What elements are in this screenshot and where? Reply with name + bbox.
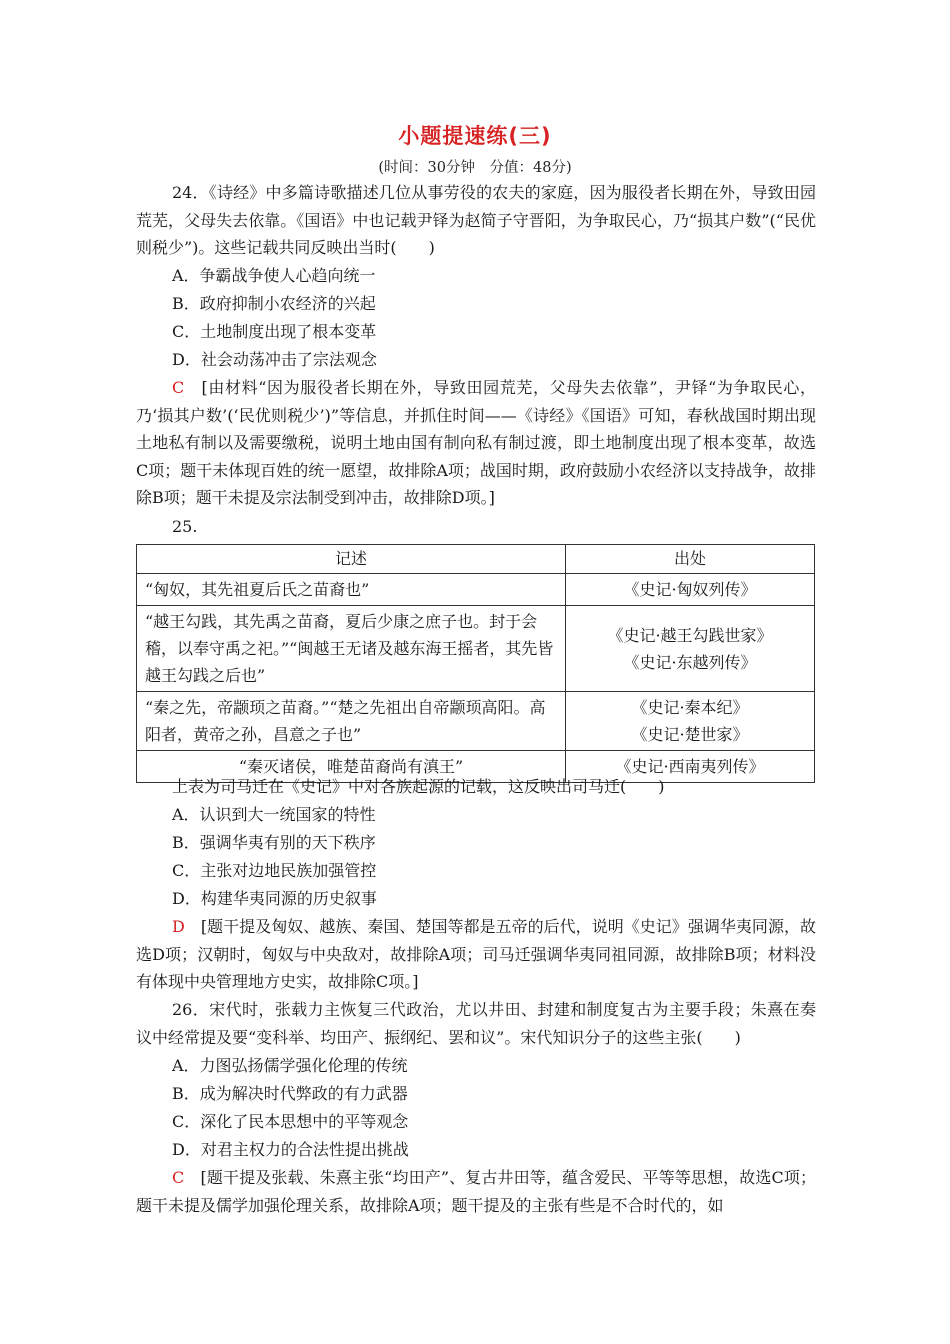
source-line: 《史记·秦本纪》 <box>631 698 749 717</box>
q24-analysis-text: [由材料“因为服役者长期在外，导致田园荒芜，父母失去依靠”，尹铎“为争取民心，乃‘损其户数’(‘民优则税少’)”等信息，并抓住时间——《诗经》《国语》可知，春秋战国时期出现土地私有制以及需要缴税，说明土地由国有制向私有制过渡，即土地制度出现了根本变革，故选C项；题干未体现百姓的统一愿望，故排除A项；战国时期，政府鼓励小农经济以支持战争，故排除B项；题干未提及宗法制受到冲击，故排除D项。] <box>136 378 816 507</box>
q26-stem: 26．宋代时，张载力主恢复三代政治，尤以井田、封建和制度复古为主要手段；朱熹在奏议中经常提及要“变科举、均田产、振纲纪、罢和议”。宋代知识分子的这些主张( ) <box>136 1000 816 1047</box>
q25-option-b: B．强调华夷有别的天下秩序 <box>172 833 376 852</box>
q26-analysis-text: [题干提及张载、朱熹主张“均田产”、复古井田等，蕴含爱民、平等等思想，故选C项；题干未提及儒学加强伦理关系，故排除A项；题干提及的主张有些是不合时代的，如 <box>136 1168 816 1215</box>
table-row <box>137 574 815 606</box>
page-subtitle: (时间：30分钟 分值：48分) <box>378 160 572 176</box>
q26-option-b: B．成为解决时代弊政的有力武器 <box>172 1084 408 1103</box>
q24-answer: C <box>172 378 185 397</box>
q25-analysis <box>136 913 816 996</box>
table-cell-record: “匈奴，其先祖夏后氏之苗裔也” <box>137 574 566 606</box>
q25-stem: 上表为司马迁在《史记》中对各族起源的记载，这反映出司马迁( ) <box>172 777 665 796</box>
q25-option-a: A．认识到大一统国家的特性 <box>172 805 376 824</box>
q25-option-c: C．主张对边地民族加强管控 <box>172 861 377 880</box>
q26-answer: C <box>172 1168 185 1187</box>
q26-option-d: D．对君主权力的合法性提出挑战 <box>172 1140 409 1159</box>
table-cell-record: “越王勾践，其先禹之苗裔，夏后少康之庶子也。封于会稽，以奉守禹之祀。”“闽越王无诸及越东海王摇者，其先皆越王勾践之后也” <box>137 606 566 692</box>
table-cell-record: “秦灭诸侯，唯楚苗裔尚有滇王” <box>137 751 566 783</box>
table-header-record: 记述 <box>137 545 566 574</box>
q26-option-a: A．力图弘扬儒学强化伦理的传统 <box>172 1056 408 1075</box>
source-line: 《史记·东越列传》 <box>623 652 757 672</box>
source-line: 《史记·越王勾践世家》 <box>607 625 773 645</box>
table-cell-record: “秦之先，帝颛顼之苗裔。”“楚之先祖出自帝颛顼高阳。高阳者，黄帝之孙，昌意之子也” <box>137 692 566 751</box>
source-line: 《史记·匈奴列传》 <box>623 580 757 599</box>
q24-option-a: A．争霸战争使人心趋向统一 <box>172 266 376 285</box>
table-row <box>137 692 815 751</box>
q24-option-c: C．土地制度出现了根本变革 <box>172 322 377 341</box>
table-cell-source <box>566 574 815 606</box>
source-line: 《史记·楚世家》 <box>631 725 749 744</box>
table-cell-source <box>566 692 815 751</box>
q25-source-table <box>136 544 815 783</box>
table-header-row <box>137 545 815 574</box>
q24-option-d: D．社会动荡冲击了宗法观念 <box>172 350 377 369</box>
table-cell-source <box>566 606 815 692</box>
q24-analysis <box>136 374 816 512</box>
table-row <box>137 606 815 692</box>
q26-option-c: C．深化了民本思想中的平等观念 <box>172 1112 409 1131</box>
q25-option-d: D．构建华夷同源的历史叙事 <box>172 889 377 908</box>
q24-option-b: B．政府抑制小农经济的兴起 <box>172 294 376 313</box>
q25-answer: D <box>172 917 185 936</box>
q26-analysis <box>136 1164 816 1219</box>
page-title: 小题提速练(三) <box>398 124 552 148</box>
source-line: 《史记·西南夷列传》 <box>615 757 765 776</box>
q25-analysis-text: [题干提及匈奴、越族、秦国、楚国等都是五帝的后代，说明《史记》强调华夷同源，故选D项；汉朝时，匈奴与中央敌对，故排除A项；司马迁强调华夷同祖同源，故排除B项；材料没有体现中央管理地方史实，故排除C项。] <box>136 917 816 991</box>
q24-stem: 24．《诗经》中多篇诗歌描述几位从事劳役的农夫的家庭，因为服役者长期在外，导致田园荒芜，父母失去依靠。《国语》中也记载尹铎为赵简子守晋阳，为争取民心，乃“损其户数”(“民优则税少”)。这些记载共同反映出当时( ) <box>136 183 816 257</box>
q25-number: 25. <box>172 517 198 536</box>
table-header-source: 出处 <box>566 545 815 574</box>
